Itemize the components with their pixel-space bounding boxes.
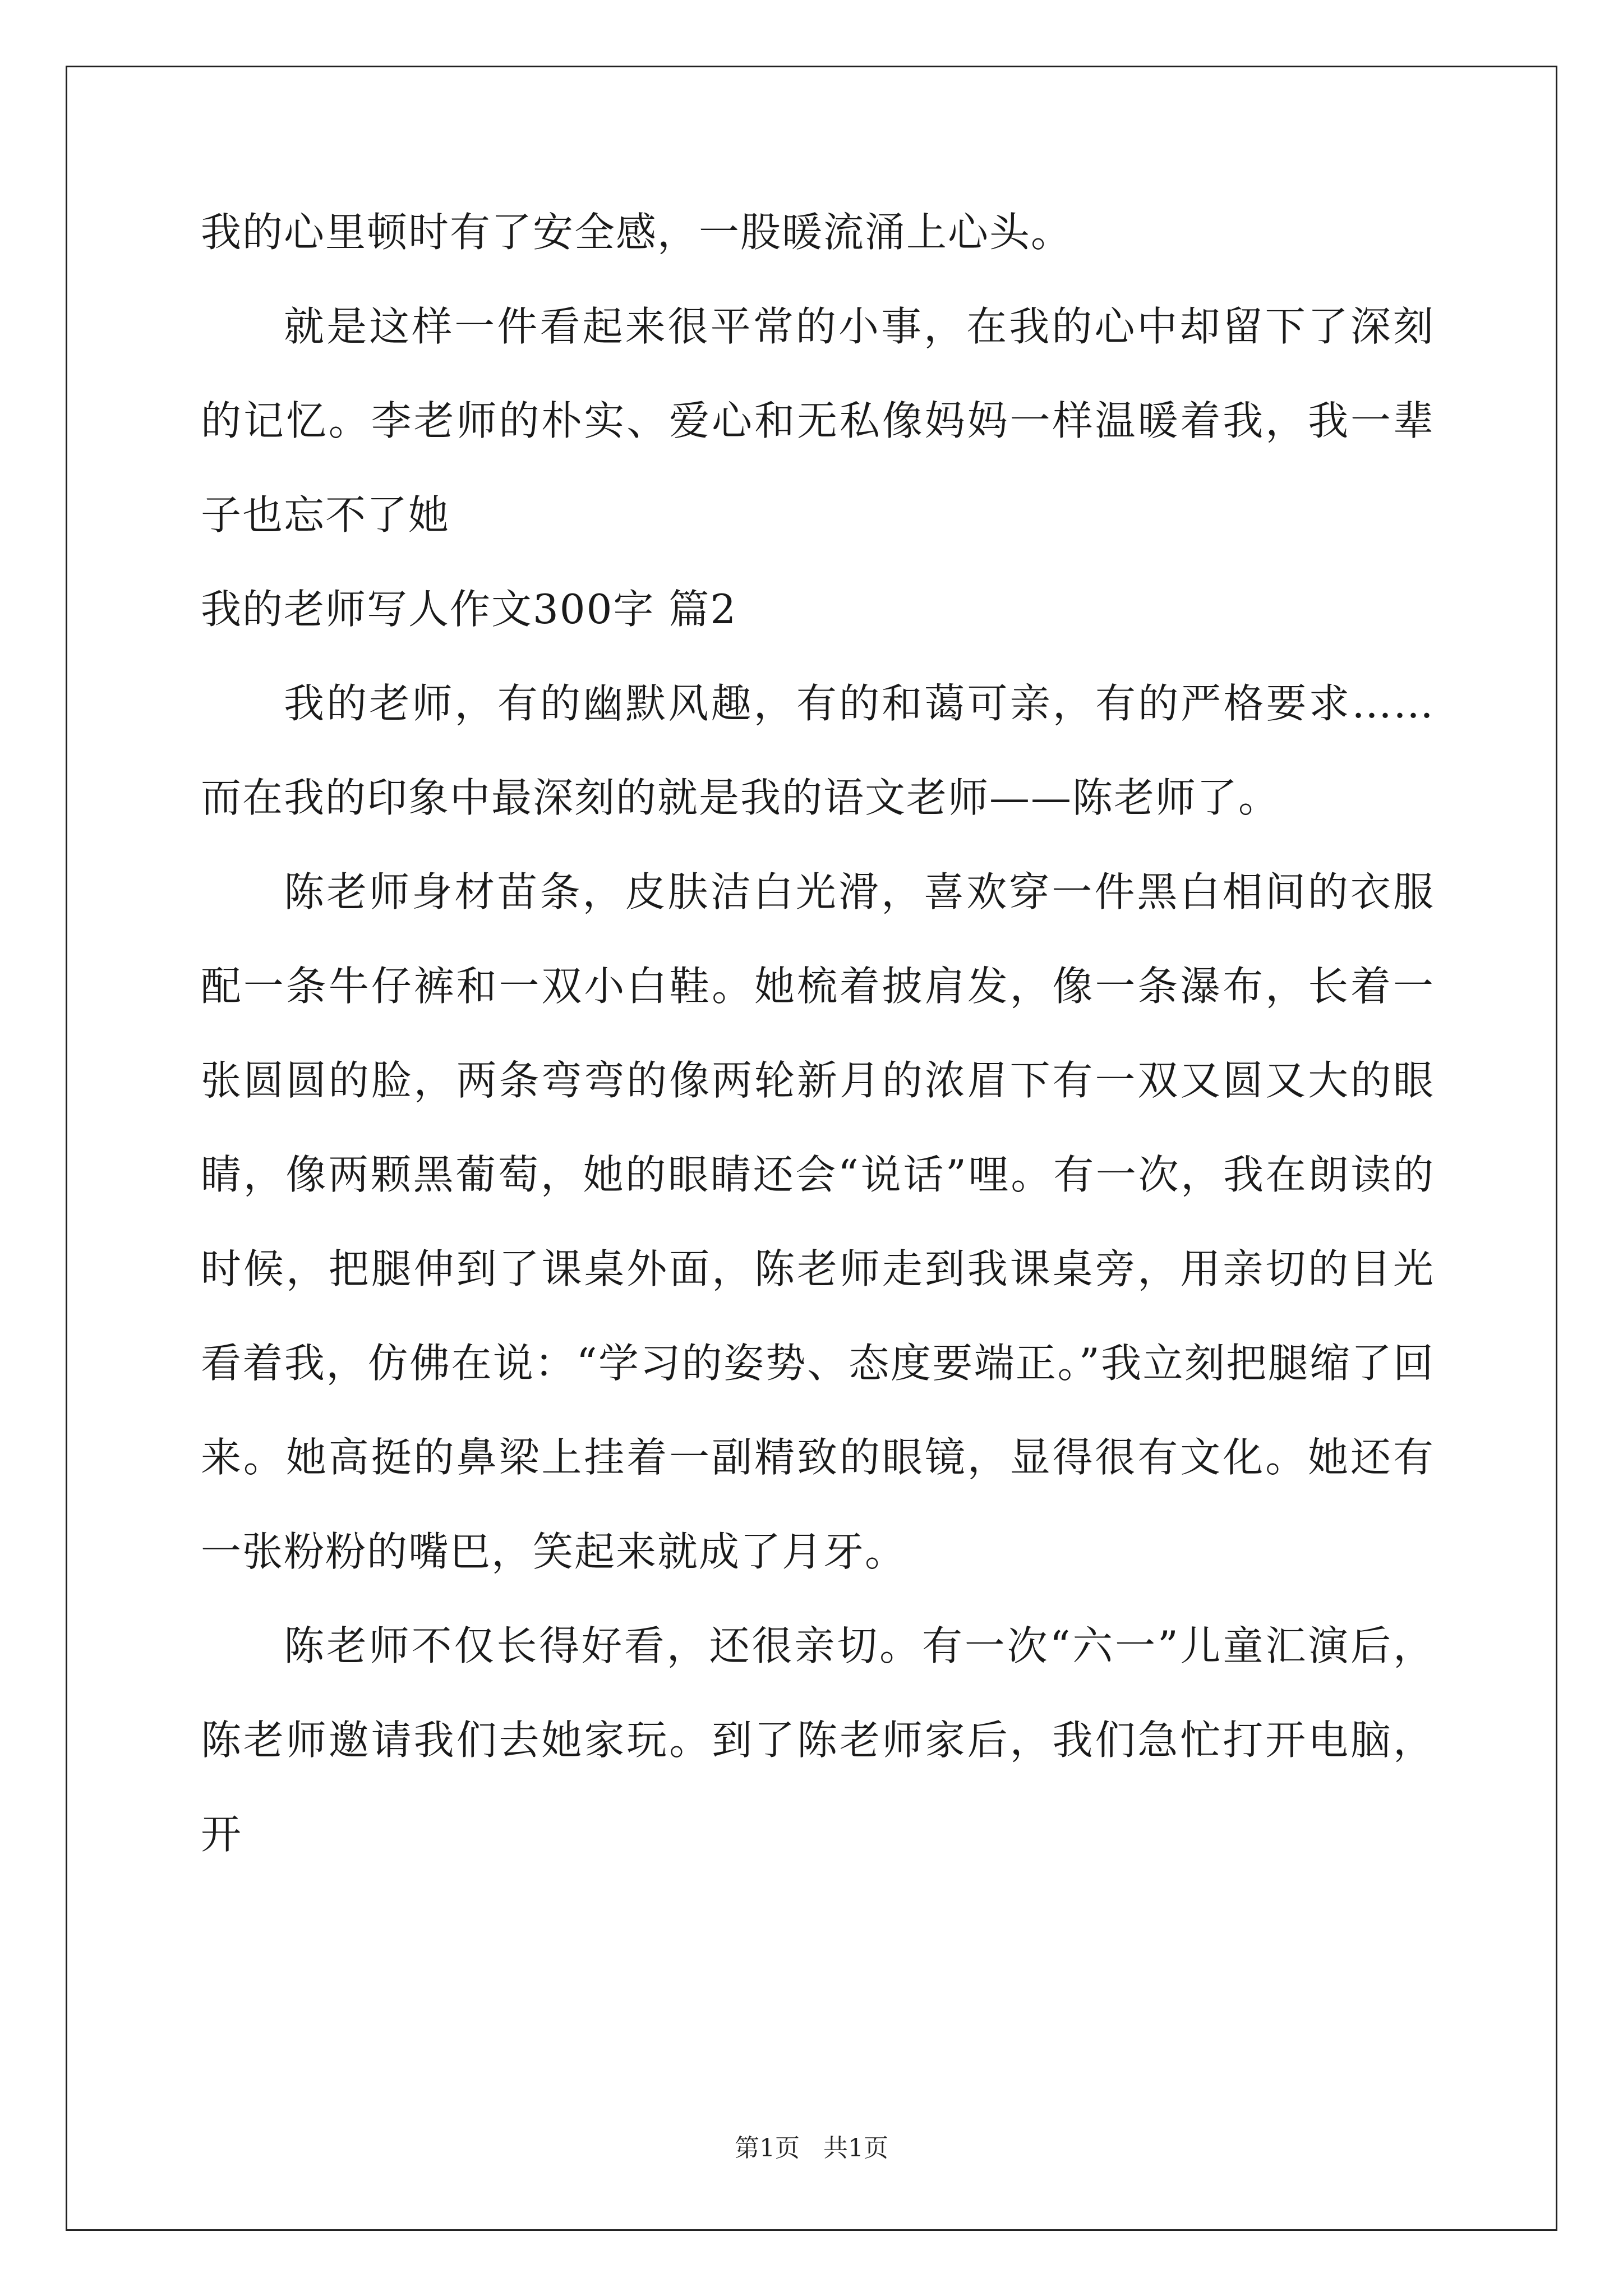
paragraph-5: 陈老师不仅长得好看，还很亲切。有一次“六一”儿童汇演后，陈老师邀请我们去她家玩。到了陈老师家后，我们急忙打开电脑，开 — [201, 1622, 1435, 1858]
document-body — [201, 185, 1435, 1881]
paragraph-1: 我的心里顿时有了安全感，一股暖流涌上心头。 — [201, 209, 1073, 256]
paragraph-3: 我的老师，有的幽默风趣，有的和蔼可亲，有的严格要求……而在我的印象中最深刻的就是我的语文老师——陈老师了。 — [201, 680, 1435, 821]
page-total: 共1页 — [823, 2134, 888, 2162]
page-footer — [0, 2132, 1623, 2165]
paragraph-2: 就是这样一件看起来很平常的小事，在我的心中却留下了深刻的记忆。李老师的朴实、爱心和无私像妈妈一样温暖着我，我一辈子也忘不了她 — [201, 303, 1435, 539]
page-number: 第1页 — [735, 2134, 800, 2162]
section-heading: 我的老师写人作文300字 篇2 — [201, 586, 737, 633]
paragraph-4: 陈老师身材苗条，皮肤洁白光滑，喜欢穿一件黑白相间的衣服配一条牛仔裤和一双小白鞋。她梳着披肩发，像一条瀑布，长着一张圆圆的脸，两条弯弯的像两轮新月的浓眉下有一双又圆又大的眼睛，像两颗黑葡萄，她的眼睛还会“说话”哩。有一次，我在朗读的时候，把腿伸到了课桌外面，陈老师走到我课桌旁，用亲切的目光看着我，仿佛在说：“学习的姿势、态度要端正。”我立刻把腿缩了回来。她高挺的鼻梁上挂着一副精致的眼镜，显得很有文化。她还有一张粉粉的嘴巴，笑起来就成了月牙。 — [201, 868, 1435, 1575]
